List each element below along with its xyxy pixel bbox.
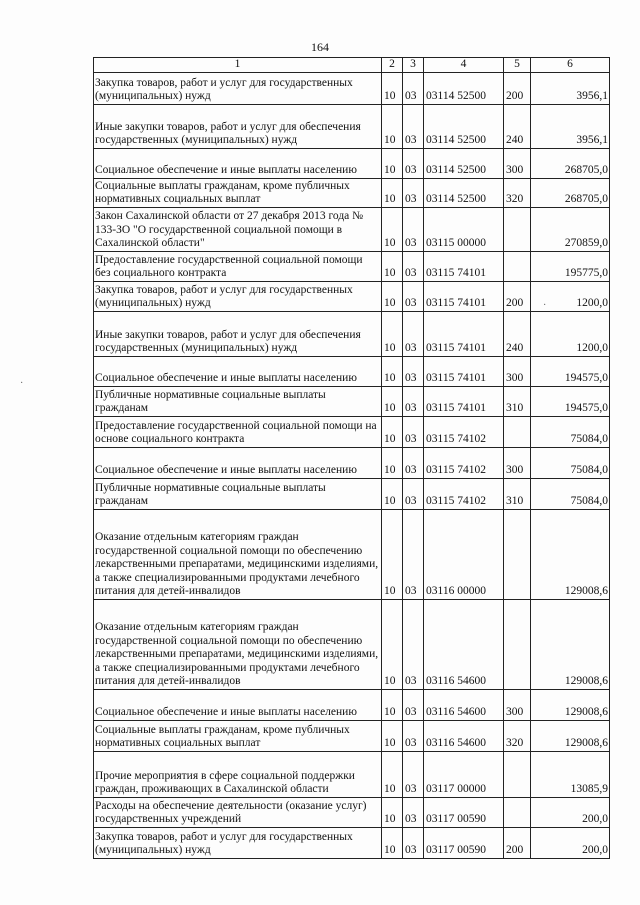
cell-section: 10 [382,311,403,356]
table-row [94,447,610,478]
cell-section: 10 [382,281,403,311]
page-number: 164 [311,40,329,54]
cell-target-article: 03114 52500 [424,104,504,148]
budget-table [93,57,610,859]
cell-amount: 13085,9 [531,751,610,797]
cell-amount: 129008,6 [531,720,610,751]
cell-amount: 268705,0 [531,148,610,178]
cell-subsection: 03 [403,447,424,478]
cell-name: Социальное обеспечение и иные выплаты населению [94,356,382,386]
table-row [94,478,610,509]
table-row [94,751,610,797]
cell-subsection: 03 [403,478,424,509]
table-row [94,599,610,689]
cell-target-article: 03115 74101 [424,251,504,281]
cell-subsection: 03 [403,751,424,797]
cell-name: Социальное обеспечение и иные выплаты населению [94,689,382,720]
cell-amount: 75084,0 [531,416,610,447]
cell-section: 10 [382,178,403,207]
table-row [94,72,610,104]
table-row [94,178,610,207]
header-row [94,58,610,73]
cell-name: Закупка товаров, работ и услуг для государственных (муниципальных) нужд [94,827,382,858]
cell-subsection: 03 [403,827,424,858]
cell-target-article: 03116 54600 [424,720,504,751]
cell-subsection: 03 [403,689,424,720]
cell-section: 10 [382,251,403,281]
cell-section: 10 [382,509,403,599]
cell-subsection: 03 [403,386,424,416]
cell-name: Закон Сахалинской области от 27 декабря 2013 года № 133-ЗО "О государственной социальной помощи в Сахалинской области" [94,207,382,251]
cell-expense-type: 200 [504,827,531,858]
cell-subsection: 03 [403,311,424,356]
cell-amount: 3956,1 [531,104,610,148]
cell-amount: 129008,6 [531,689,610,720]
table-row [94,356,610,386]
cell-expense-type: 240 [504,311,531,356]
cell-target-article: 03117 00590 [424,797,504,827]
cell-target-article: 03115 74101 [424,386,504,416]
cell-section: 10 [382,207,403,251]
cell-amount: 3956,1 [531,72,610,104]
cell-expense-type [504,797,531,827]
cell-name: Социальное обеспечение и иные выплаты населению [94,447,382,478]
cell-expense-type: 300 [504,447,531,478]
table-row [94,416,610,447]
cell-section: 10 [382,797,403,827]
table-row [94,386,610,416]
cell-name: Публичные нормативные социальные выплаты гражданам [94,478,382,509]
cell-name: Предоставление государственной социальной помощи на основе социального контракта [94,416,382,447]
cell-expense-type [504,751,531,797]
cell-amount: 200,0 [531,797,610,827]
cell-expense-type [504,207,531,251]
cell-target-article: 03115 74102 [424,478,504,509]
table-row [94,281,610,311]
cell-amount: 1200,0 [531,281,610,311]
cell-expense-type: 200 [504,281,531,311]
cell-target-article: 03117 00590 [424,827,504,858]
table-row [94,207,610,251]
cell-section: 10 [382,148,403,178]
cell-amount: 195775,0 [531,251,610,281]
cell-target-article: 03116 54600 [424,599,504,689]
cell-expense-type: 310 [504,386,531,416]
cell-subsection: 03 [403,104,424,148]
cell-section: 10 [382,689,403,720]
cell-expense-type: 300 [504,148,531,178]
cell-section: 10 [382,751,403,797]
cell-expense-type: 200 [504,72,531,104]
cell-subsection: 03 [403,178,424,207]
cell-subsection: 03 [403,416,424,447]
cell-name: Закупка товаров, работ и услуг для государственных (муниципальных) нужд [94,281,382,311]
table-row [94,148,610,178]
cell-section: 10 [382,478,403,509]
header-cell: 5 [504,58,531,73]
cell-subsection: 03 [403,599,424,689]
cell-name: Расходы на обеспечение деятельности (оказание услуг) государственных учреждений [94,797,382,827]
cell-expense-type: 300 [504,356,531,386]
cell-name: Предоставление государственной социальной помощи без социального контракта [94,251,382,281]
cell-name: Публичные нормативные социальные выплаты гражданам [94,386,382,416]
table-row [94,720,610,751]
cell-expense-type: 310 [504,478,531,509]
cell-amount: 1200,0 [531,311,610,356]
cell-name: Социальные выплаты гражданам, кроме публичных нормативных социальных выплат [94,720,382,751]
cell-name: Оказание отдельным категориям граждан государственной социальной помощи по обеспечению лекарственными препаратами, медицинскими изделиями, а также специализированными продуктами лечебного питания для детей-инвалидов [94,599,382,689]
cell-section: 10 [382,386,403,416]
cell-subsection: 03 [403,251,424,281]
cell-amount: 129008,6 [531,599,610,689]
cell-section: 10 [382,72,403,104]
cell-amount: 194575,0 [531,356,610,386]
cell-subsection: 03 [403,207,424,251]
cell-expense-type: 240 [504,104,531,148]
table-row [94,797,610,827]
cell-amount: 200,0 [531,827,610,858]
cell-section: 10 [382,104,403,148]
cell-expense-type [504,599,531,689]
cell-target-article: 03115 74102 [424,447,504,478]
cell-subsection: 03 [403,720,424,751]
header-cell: 4 [424,58,504,73]
scan-speck: · [20,378,24,389]
cell-expense-type [504,416,531,447]
cell-name: Иные закупки товаров, работ и услуг для обеспечения государственных (муниципальных) нужд [94,104,382,148]
cell-target-article: 03114 52500 [424,148,504,178]
cell-section: 10 [382,447,403,478]
header-cell: 2 [382,58,403,73]
cell-amount: 75084,0 [531,478,610,509]
header-cell: 6 [531,58,610,73]
cell-name: Иные закупки товаров, работ и услуг для обеспечения государственных (муниципальных) нужд [94,311,382,356]
cell-subsection: 03 [403,148,424,178]
header-cell: 1 [94,58,382,73]
cell-amount: 268705,0 [531,178,610,207]
cell-target-article: 03114 52500 [424,178,504,207]
cell-target-article: 03116 00000 [424,509,504,599]
cell-expense-type: 320 [504,720,531,751]
cell-target-article: 03117 00000 [424,751,504,797]
cell-section: 10 [382,416,403,447]
table-row [94,251,610,281]
table-row [94,509,610,599]
cell-subsection: 03 [403,281,424,311]
cell-subsection: 03 [403,797,424,827]
cell-amount: 129008,6 [531,509,610,599]
cell-target-article: 03115 00000 [424,207,504,251]
cell-amount: 270859,0 [531,207,610,251]
cell-target-article: 03115 74101 [424,311,504,356]
cell-expense-type [504,509,531,599]
cell-subsection: 03 [403,509,424,599]
cell-name: Закупка товаров, работ и услуг для государственных (муниципальных) нужд [94,72,382,104]
cell-subsection: 03 [403,72,424,104]
table-row [94,104,610,148]
cell-target-article: 03115 74101 [424,356,504,386]
cell-expense-type: 320 [504,178,531,207]
cell-section: 10 [382,720,403,751]
cell-target-article: 03115 74101 [424,281,504,311]
cell-subsection: 03 [403,356,424,386]
table-row [94,827,610,858]
table-row [94,311,610,356]
cell-target-article: 03115 74102 [424,416,504,447]
cell-target-article: 03116 54600 [424,689,504,720]
cell-target-article: 03114 52500 [424,72,504,104]
cell-name: Оказание отдельным категориям граждан государственной социальной помощи по обеспечению лекарственными препаратами, медицинскими изделиями, а также специализированными продуктами лечебного питания для детей-инвалидов [94,509,382,599]
cell-section: 10 [382,827,403,858]
cell-amount: 75084,0 [531,447,610,478]
scan-speck: · [543,300,547,311]
cell-name: Социальное обеспечение и иные выплаты населению [94,148,382,178]
cell-name: Социальные выплаты гражданам, кроме публичных нормативных социальных выплат [94,178,382,207]
cell-amount: 194575,0 [531,386,610,416]
cell-section: 10 [382,356,403,386]
cell-expense-type [504,251,531,281]
cell-section: 10 [382,599,403,689]
cell-expense-type: 300 [504,689,531,720]
table-row [94,689,610,720]
cell-name: Прочие мероприятия в сфере социальной поддержки граждан, проживающих в Сахалинской области [94,751,382,797]
header-cell: 3 [403,58,424,73]
table-body [94,72,610,858]
